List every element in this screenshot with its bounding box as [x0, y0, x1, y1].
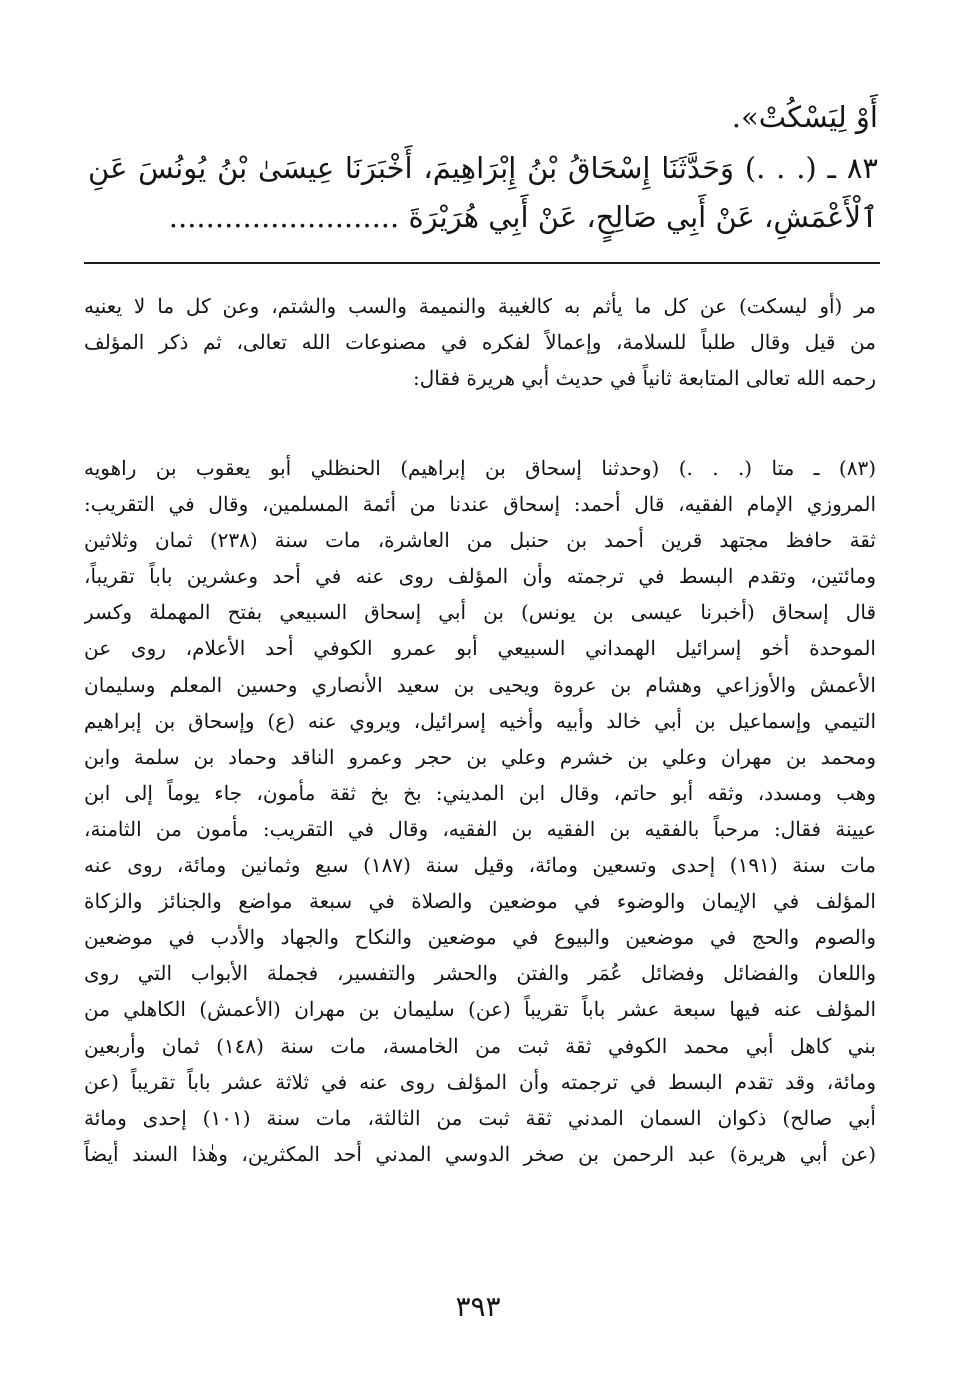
- hadith-text-tail: أَوْ لِيَسْكُتْ».: [731, 100, 878, 134]
- commentary-line: مر (أو ليسكت) عن كل ما يأثم به كالغيبة والنميمة والسب والشتم، وعن كل ما لا يعنيه: [84, 294, 876, 318]
- commentary-line: مات سنة (١٩١) إحدى وتسعين ومائة، وقيل سنة (١٨٧) سبع وثمانين ومائة، روى عنه: [84, 853, 876, 878]
- commentary-line: والصوم والحج في موضعين والبيوع في موضعين والنكاح والجهاد والأدب في موضعين: [84, 925, 876, 950]
- commentary-line: وهب ومسدد، وثقه أبو حاتم، وقال ابن المديني: بخ بخ ثقة مأمون، جاء يوماً إلى ابن: [84, 780, 876, 805]
- commentary-line: بني كاهل أبي محمد الكوفي ثقة ثبت من الخامسة، مات سنة (١٤٨) ثمان وأربعين: [84, 1033, 876, 1058]
- commentary-line: ومائتين، وتقدم البسط في ترجمته وأن المؤلف روى عنه في أحد وعشرين باباً تقريباً،: [84, 564, 876, 589]
- commentary-line: عيينة فقال: مرحباً بالفقيه بن الفقيه بن الفقيه، وقال في التقريب: مأمون من الثامنة،: [84, 816, 876, 841]
- commentary-line: المؤلف في الإيمان والوضوء في موضعين والصلاة في سبعة مواضع والجنائز والزكاة: [84, 889, 876, 914]
- commentary-block-1: [84, 288, 876, 396]
- hadith-text-line-1: ٨٣ ـ (. . .) وَحَدَّثَنَا إِسْحَاقُ بْنُ إِبْرَاهِيمَ، أَخْبَرَنَا عِيسَىٰ بْنُ يُونُسَ عَنِ: [88, 151, 878, 185]
- footnote-divider: [84, 262, 880, 264]
- commentary-line: (عن أبي هريرة) عبد الرحمن بن صخر الدوسي المدني أحد المكثرين، وهٰذا السند أيضاً: [84, 1141, 876, 1166]
- commentary-line: الموحدة أخو إسرائيل الهمداني السبيعي أبو عمرو الكوفي أحد الأعلام، روى عن: [84, 636, 876, 661]
- commentary-line: المؤلف عنه فيها سبعة عشر باباً تقريباً (عن) سليمان بن مهران (الأعمش) الكاهلي من: [84, 997, 876, 1022]
- hadith-text-line-2: ٱلْأَعْمَشِ، عَنْ أَبِي صَالِحٍ، عَنْ أَبِي هُرَيْرَةَ .........................: [168, 200, 878, 234]
- page-number: ٣٩٣: [455, 1290, 501, 1323]
- commentary-line: الأعمش والأوزاعي وهشام بن عروة ويحيى بن سعيد الأنصاري وحسين المعلم وسليمان: [84, 672, 876, 697]
- commentary-line: أبي صالح) ذكوان السمان المدني ثقة ثبت من الثالثة، مات سنة (١٠١) إحدى ومائة: [84, 1105, 876, 1130]
- commentary-block-2: [84, 450, 876, 1172]
- commentary-line: رحمه الله تعالى المتابعة ثانياً في حديث أبي هريرة فقال:: [412, 366, 876, 391]
- commentary-line: التيمي وإسماعيل بن أبي خالد وأبيه وأخيه إسرائيل، ويروي عنه (ع) وإسحاق بن إبراهيم: [84, 708, 876, 733]
- commentary-line: ومحمد بن مهران وعلي بن خشرم وعلي بن حجر وعمرو الناقد وحماد بن سلمة وابن: [84, 744, 876, 769]
- commentary-line: ثقة حافظ مجتهد قرين أحمد بن حنبل من العاشرة، مات سنة (٢٣٨) ثمان وثلاثين: [84, 528, 876, 553]
- commentary-line: واللعان والفضائل وفضائل عُمَر والفتن والحشر والتفسير، فجملة الأبواب التي روى: [84, 961, 876, 986]
- commentary-line: (٨٣) ـ متا (. . .) (وحدثنا إسحاق بن إبراهيم) الحنظلي أبو يعقوب بن راهويه: [84, 456, 876, 480]
- commentary-line: قال إسحاق (أخبرنا عيسى بن يونس) بن أبي إسحاق السبيعي بفتح المهملة وكسر: [84, 600, 876, 625]
- commentary-line: من قيل وقال طلباً للسلامة، وإعمالاً لفكره في مصنوعات الله تعالى، ثم ذكر المؤلف: [84, 330, 876, 355]
- commentary-line: ومائة، وقد تقدم البسط في ترجمته وأن المؤلف روى عنه في ثلاثة عشر باباً تقريباً (عن: [84, 1069, 876, 1094]
- commentary-line: المروزي الإمام الفقيه، قال أحمد: إسحاق عندنا من أئمة المسلمين، وقال في التقريب:: [84, 492, 876, 517]
